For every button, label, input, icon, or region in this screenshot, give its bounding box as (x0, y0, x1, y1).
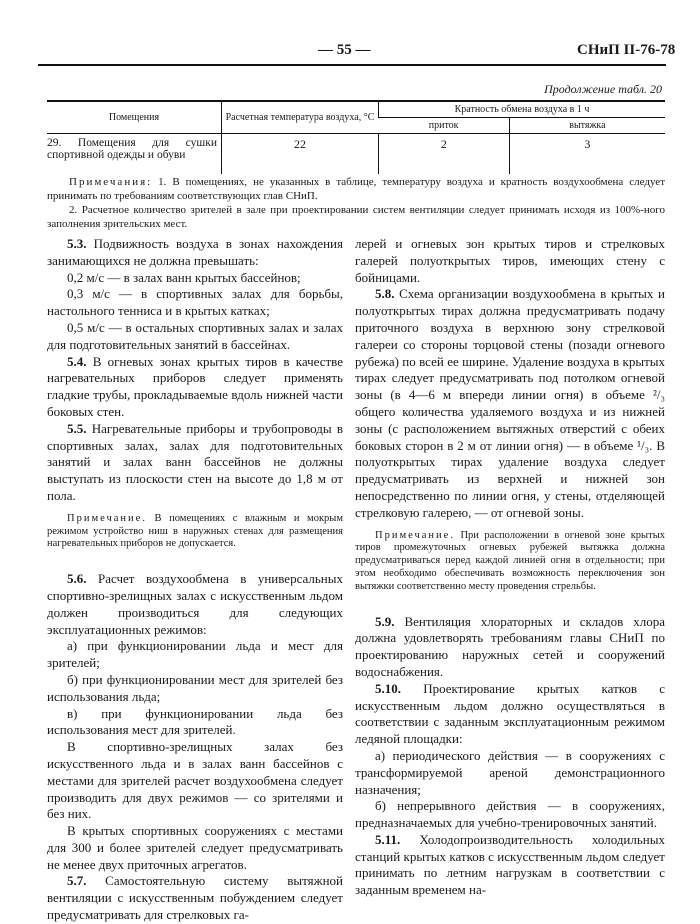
clause-5-3-b: 0,3 м/с — в спортивных залах для борьбы, настольного тенниса и в крытых катках; (47, 286, 343, 319)
col-header-temp: Расчетная температура воздуха, °С (222, 101, 379, 134)
clause-number: 5.9. (375, 613, 395, 629)
clause-5-10-b: б) непрерывного действия — в сооружениях, предназначаемых для учебно-тренировочных занятий. (355, 798, 665, 831)
document-code: СНиП II-76-78 (577, 42, 676, 58)
table-row (47, 134, 665, 175)
clause-5-6-e: В крытых спортивных сооружениях с местами для 300 и более зрителей следует предусматривать не менее двух приточных агрегатов. (47, 823, 343, 872)
clause-5-10: Проектирование крытых катков с искусственным льдом должно осуществляться в соответствии с заданным эксплуатационным режимом ледяной площадки: (355, 680, 665, 747)
clause-5-3-a: 0,2 м/с — в залах ванн крытых бассейнов; (67, 269, 301, 285)
clause-5-7: Самостоятельную систему вытяжной вентиляции с искусственным побуждением следует предусматривать для стрелковых га- (47, 873, 343, 923)
cell-exhaust: 3 (509, 134, 665, 175)
col-header-supply: приток (379, 118, 510, 134)
clause-5-11: Холодопроизводительность холодильных станций крытых катков с искусственным льдом следует принимать по летним нагрузкам в соответствии с заданным временем на- (355, 831, 665, 898)
note-5-5: В помещениях с влажным и мокрым режимом устройство ниш в наружных стенах для размещения нагревательных приборов не допускается. (47, 512, 343, 550)
clause-5-6-b: б) при функционировании мест для зрителей без использования льда; (47, 671, 343, 704)
page-number: — 55 — (318, 42, 371, 58)
clause-5-3: Подвижность воздуха в зонах нахождения занимающихся не должна превышать: (47, 236, 343, 268)
table-notes (47, 175, 665, 231)
clause-5-8: Схема организации воздухообмена в крытых и полуоткрытых тирах должна предусматривать подачу приточного воздуха в верхнюю зону стрелковой галереи со стороны торцовой стены (позади огневого рубежа) по всей ее ширине. Удаление воздуха в крытых тирах следует предусматривать под потолком огневой зоны (в 4—6 м впереди линии огня) в объеме ²/₃ общего количества удаляемого воздуха и из нижней зоны (с расположением вытяжных отверстий с обеих боковых сторон в 2 м от линии огня) — в объеме ¹/₃. В полуоткрытых тирах удаление воздуха следует предусматривать из верхней и нижней зон непосредственно по линии огня, у стены, отделяющей стрелковую галерею, — от огневой зоны. (355, 286, 665, 520)
clause-5-10-a: а) периодического действия — в сооружениях с трансформируемой ареной демонстрационного назначения; (355, 747, 665, 797)
note-2: 2. Расчетное количество зрителей в зале при проектировании систем вентиляции следует принимать исходя из 100%-ного заполнения зрительских мест. (47, 204, 665, 230)
clause-number: 5.3. (67, 236, 87, 251)
notes-label: Примечания: (69, 176, 153, 188)
left-column (47, 236, 343, 924)
clause-number: 5.6. (67, 571, 87, 587)
header-rule (38, 64, 666, 66)
clause-5-7-continued: лерей и огневых зон крытых тиров и стрелковых галерей полуоткрытых тиров, имеющих стену с бойницами. (355, 236, 665, 285)
col-header-exchange: Кратность обмена воздуха в 1 ч (379, 101, 666, 118)
cell-supply: 2 (379, 134, 510, 175)
cell-temp: 22 (222, 134, 379, 175)
note-1: 1. В помещениях, не указанных в таблице, температуру воздуха и кратность воздухообмена следует принимать по требованиям соответствующих глав СНиП. (47, 176, 665, 202)
clause-number: 5.4. (67, 353, 87, 369)
clause-5-3-c: 0,5 м/с — в остальных спортивных залах и залах для подготовительных занятий в бассейнах. (47, 319, 343, 352)
clause-5-4: В огневых зонах крытых тиров в качестве нагревательных приборов следует применять гладкие трубы, прокладываемые вдоль нижней части боковых стен. (47, 353, 344, 419)
clause-5-6-a: а) при функционировании льда и мест для зрителей; (47, 638, 343, 671)
note-5-8: При расположении в огневой зоне крытых тиров промежуточных огневых рубежей вытяжка должна предусматриваться перед каждой линией огня в отдельности; при этом необходимо обеспечивать возможность переключения зон вытяжки соответственно месту проведения стрельбы. (355, 529, 665, 592)
note-label: Примечание. (375, 529, 455, 541)
clause-number: 5.11. (375, 831, 401, 847)
col-header-room: Помещения (47, 101, 222, 134)
cell-room: 29. Помещения для сушки спортивной одежды и обуви (47, 137, 217, 161)
clause-number: 5.10. (375, 680, 401, 696)
clause-5-9: Вентиляция хлораторных и складов хлора должна удовлетворять требованиям главы СНиП по проектированию наружных сетей и сооружений водоснабжения. (355, 613, 665, 679)
clause-number: 5.5. (67, 420, 87, 436)
clause-number: 5.7. (67, 873, 87, 889)
col-header-exhaust: вытяжка (509, 118, 665, 134)
right-column (355, 236, 665, 899)
clause-5-6: Расчет воздухообмена в универсальных спортивно-зрелищных залах с искусственным льдом должен производиться для следующих эксплуатационных режимов: (47, 571, 343, 637)
clause-5-6-d: В спортивно-зрелищных залах без искусственного льда и в залах ванн бассейнов с местами для зрителей расчет воздухообмена следует производить для двух режимов — со зрителями и без них. (47, 739, 343, 822)
clause-number: 5.8. (375, 286, 395, 302)
ventilation-table (47, 100, 665, 174)
table-continuation-label: Продолжение табл. 20 (544, 82, 662, 96)
note-label: Примечание. (67, 512, 147, 524)
clause-5-6-c: в) при функционировании льда без использования мест для зрителей. (47, 705, 343, 738)
clause-5-5: Нагревательные приборы и трубопроводы в спортивных залах, залах для подготовительных занятий и залах ванн бассейнов не должны выступать из плоскости стен на высоте до 1,8 м от пола. (47, 420, 343, 503)
